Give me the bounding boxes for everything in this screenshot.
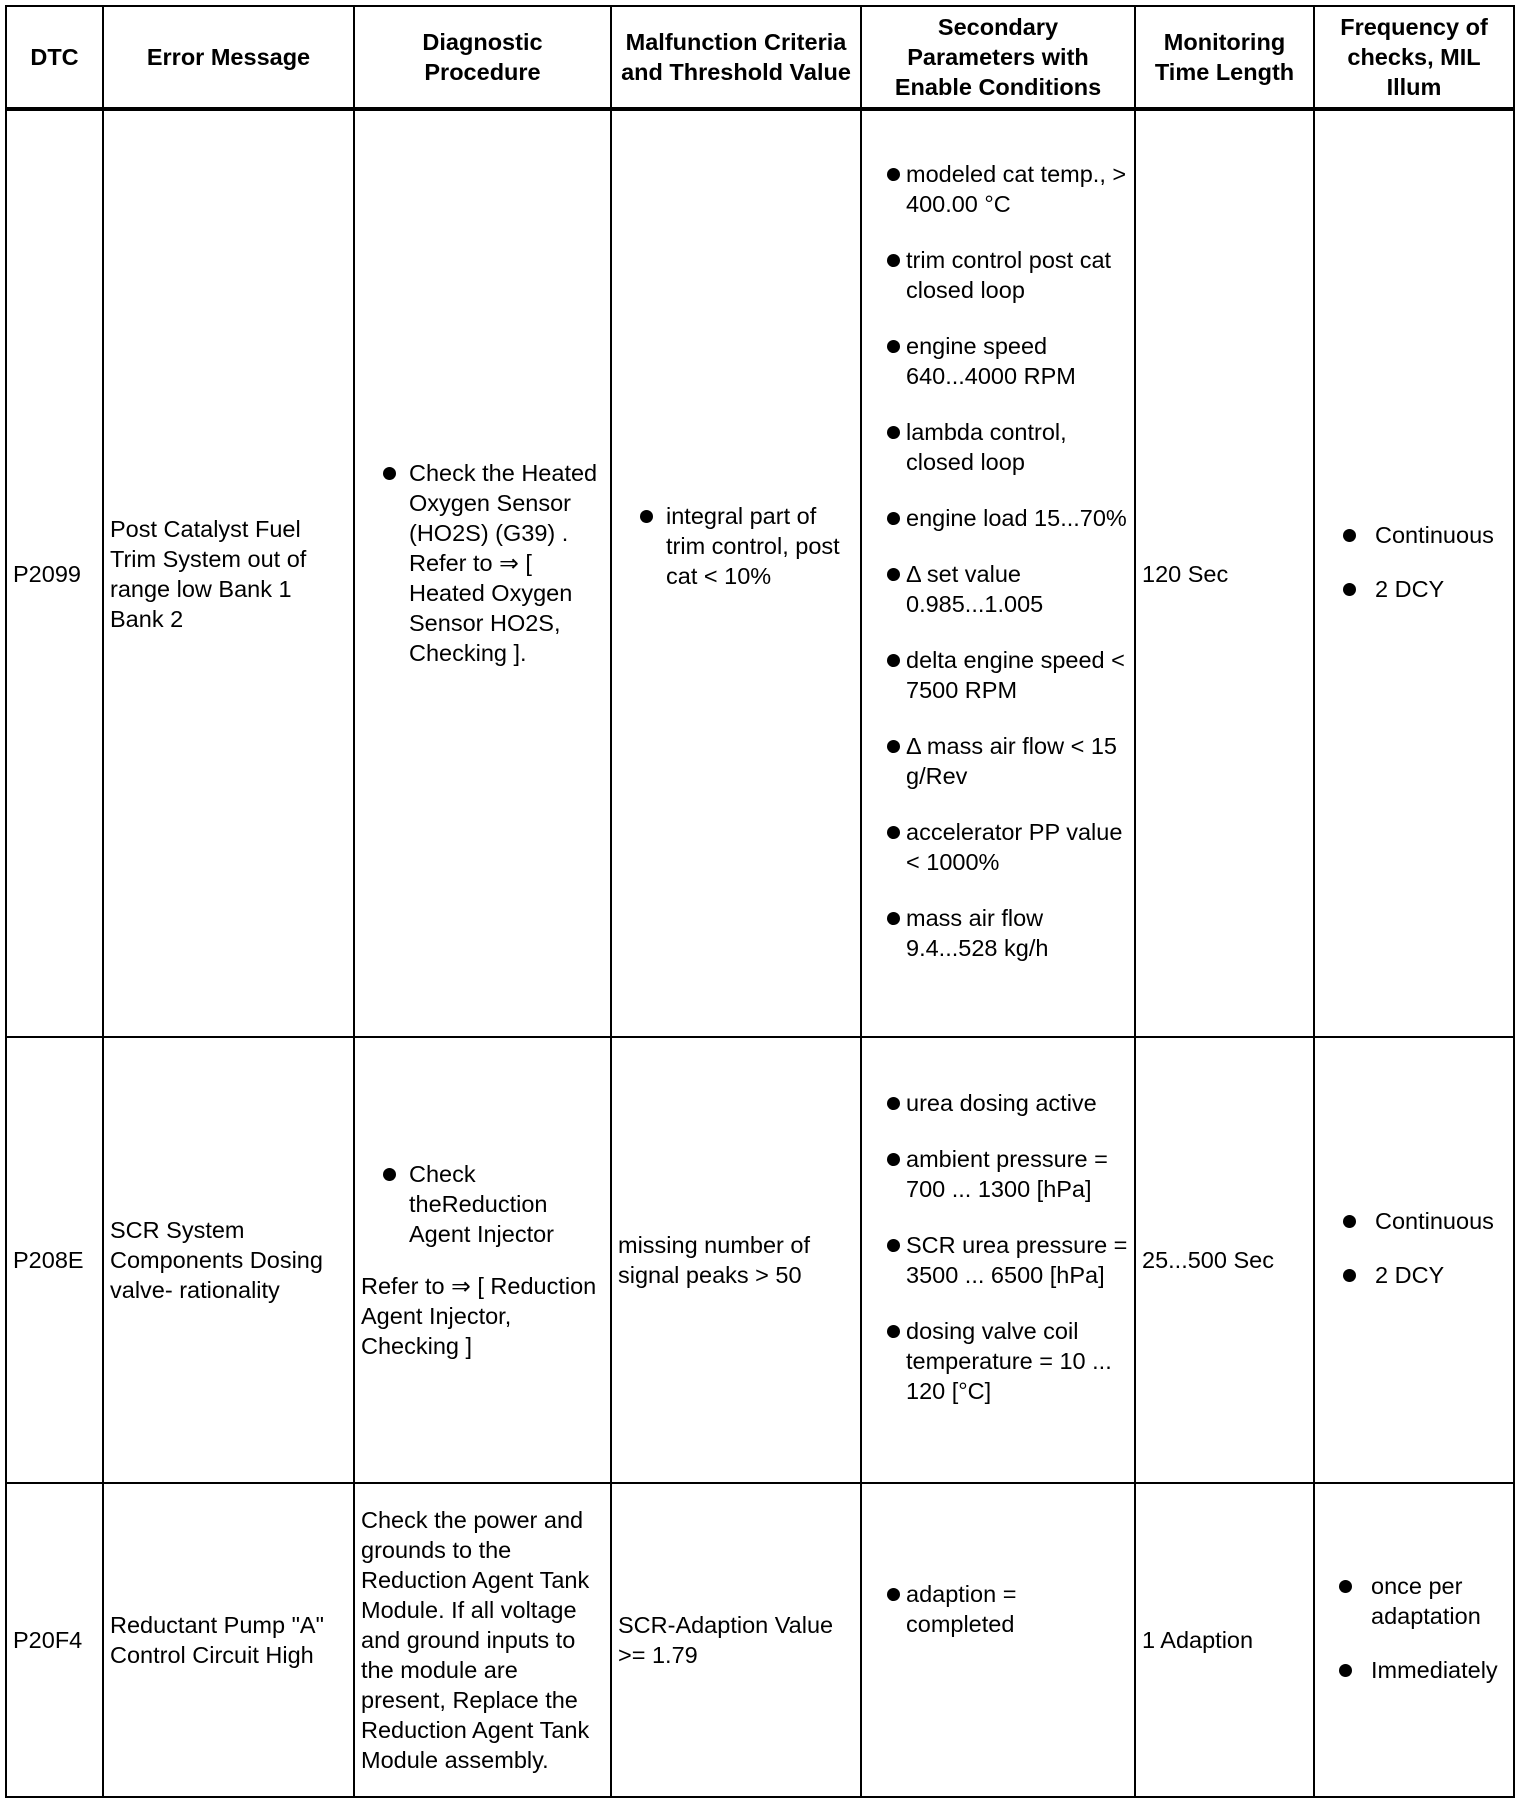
- bullet-icon: [1339, 1580, 1352, 1593]
- bullet-icon: [383, 467, 396, 480]
- bullet-icon: [887, 654, 900, 667]
- header-monitoring-time: Monitoring Time Length: [1135, 6, 1314, 109]
- bullet-icon: [887, 340, 900, 353]
- list-item: [868, 731, 1128, 791]
- list-item: [868, 817, 1128, 877]
- secondary-parameter-list: [868, 159, 1128, 963]
- list-item: [868, 1230, 1128, 1290]
- bullet-icon: [887, 512, 900, 525]
- parameter: Δ mass air flow < 15 g/Rev: [906, 732, 1117, 789]
- secondary-parameters: [861, 1037, 1135, 1483]
- header-secondary-parameters: Secondary Parameters with Enable Conditions: [861, 6, 1135, 109]
- header-row: [6, 6, 1514, 109]
- list-item: [1321, 1206, 1507, 1236]
- bullet-icon: [383, 1168, 396, 1181]
- list-item: [868, 903, 1128, 963]
- bullet-icon: [887, 426, 900, 439]
- table-header: [6, 6, 1514, 109]
- diagnostic-reference: Refer to ⇒ [ Reduction Agent Injector, Checking ]: [361, 1273, 597, 1359]
- error-message: Reductant Pump "A" Control Circuit High: [103, 1483, 354, 1797]
- secondary-parameter-list: [868, 1579, 1128, 1639]
- frequency-item: Immediately: [1371, 1657, 1498, 1683]
- frequency-list: [1317, 1571, 1511, 1685]
- parameter: engine load 15...70%: [906, 504, 1127, 531]
- dtc-code: P208E: [6, 1037, 103, 1483]
- diagnostic-step: Check theReduction Agent Injector: [409, 1161, 555, 1247]
- list-item: [868, 1088, 1128, 1118]
- bullet-icon: [1343, 1269, 1356, 1282]
- parameter: lambda control, closed loop: [906, 418, 1067, 475]
- list-item: [1321, 1260, 1507, 1290]
- bullet-icon: [887, 826, 900, 839]
- list-item: [868, 417, 1128, 477]
- bullet-icon: [887, 254, 900, 267]
- frequency-item: Continuous: [1375, 521, 1494, 548]
- frequency-of-checks: [1314, 109, 1514, 1037]
- bullet-icon: [887, 168, 900, 181]
- diagnostic-procedure-list: [361, 1159, 604, 1249]
- monitoring-time: 120 Sec: [1135, 109, 1314, 1037]
- list-item: [1317, 1655, 1511, 1685]
- parameter: SCR urea pressure = 3500 ... 6500 [hPa]: [906, 1232, 1128, 1288]
- list-item: [361, 458, 604, 668]
- table-body: [6, 109, 1514, 1797]
- malfunction-criteria: [611, 109, 861, 1037]
- list-item: [868, 645, 1128, 705]
- list-item: [868, 1579, 1128, 1639]
- malfunction-list: [618, 501, 854, 591]
- header-malfunction-criteria: Malfunction Criteria and Threshold Value: [611, 6, 861, 109]
- monitoring-time: 25...500 Sec: [1135, 1037, 1314, 1483]
- error-message: SCR System Components Dosing valve- rationality: [103, 1037, 354, 1483]
- bullet-icon: [887, 1239, 900, 1252]
- dtc-table: [5, 5, 1515, 1798]
- bullet-icon: [1343, 583, 1356, 596]
- table-row: [6, 109, 1514, 1037]
- parameter: modeled cat temp., > 400.00 °C: [906, 160, 1127, 217]
- bullet-icon: [887, 1097, 900, 1110]
- parameter: adaption = completed: [906, 1581, 1017, 1637]
- parameter: dosing valve coil temperature = 10 ... 120 [°C]: [906, 1318, 1112, 1404]
- list-item: [868, 331, 1128, 391]
- bullet-icon: [887, 1588, 900, 1601]
- frequency-list: [1321, 520, 1507, 604]
- bullet-icon: [887, 1153, 900, 1166]
- diagnostic-step: Check the Heated Oxygen Sensor (HO2S) (G39) . Refer to ⇒ [ Heated Oxygen Sensor HO2S, Checking ].: [409, 459, 598, 666]
- malfunction-item: integral part of trim control, post cat < 10%: [666, 502, 840, 589]
- header-error-message: Error Message: [103, 6, 354, 109]
- header-frequency: Frequency of checks, MIL Illum: [1314, 6, 1514, 109]
- parameter: ambient pressure = 700 ... 1300 [hPa]: [906, 1146, 1108, 1202]
- diagnostic-procedure-list: [361, 458, 604, 668]
- header-diagnostic-procedure: Diagnostic Procedure: [354, 6, 611, 109]
- list-item: [618, 501, 854, 591]
- bullet-icon: [1343, 529, 1356, 542]
- list-item: [868, 245, 1128, 305]
- table-row: [6, 1483, 1514, 1797]
- table-row: [6, 1037, 1514, 1483]
- list-item: [1321, 574, 1507, 604]
- bullet-icon: [1339, 1664, 1352, 1677]
- frequency-of-checks: [1314, 1483, 1514, 1797]
- parameter: mass air flow 9.4...528 kg/h: [906, 904, 1049, 961]
- frequency-of-checks: [1314, 1037, 1514, 1483]
- list-item: [868, 1316, 1128, 1406]
- bullet-icon: [887, 740, 900, 753]
- list-item: [868, 503, 1128, 533]
- bullet-icon: [887, 1325, 900, 1338]
- list-item: [868, 1144, 1128, 1204]
- list-item: [868, 559, 1128, 619]
- secondary-parameter-list: [868, 1088, 1128, 1406]
- diagnostic-procedure: [354, 1037, 611, 1483]
- monitoring-time: 1 Adaption: [1135, 1483, 1314, 1797]
- bullet-icon: [887, 568, 900, 581]
- frequency-item: Continuous: [1375, 1208, 1494, 1234]
- list-item: [1321, 520, 1507, 550]
- frequency-item: 2 DCY: [1375, 1262, 1445, 1288]
- frequency-list: [1321, 1206, 1507, 1290]
- secondary-parameters: [861, 1483, 1135, 1797]
- parameter: Δ set value 0.985...1.005: [906, 560, 1044, 617]
- parameter: accelerator PP value < 1000%: [906, 818, 1123, 875]
- parameter: engine speed 640...4000 RPM: [906, 332, 1076, 389]
- bullet-icon: [887, 912, 900, 925]
- header-dtc: DTC: [6, 6, 103, 109]
- malfunction-criteria: SCR-Adaption Value >= 1.79: [611, 1483, 861, 1797]
- list-item: [1317, 1571, 1511, 1631]
- frequency-item: 2 DCY: [1375, 575, 1445, 602]
- secondary-parameters: [861, 109, 1135, 1037]
- dtc-code: P20F4: [6, 1483, 103, 1797]
- list-item: [868, 159, 1128, 219]
- bullet-icon: [1343, 1215, 1356, 1228]
- diagnostic-procedure: [354, 109, 611, 1037]
- parameter: delta engine speed < 7500 RPM: [906, 646, 1125, 703]
- list-item: [361, 1159, 604, 1249]
- parameter: trim control post cat closed loop: [906, 246, 1112, 303]
- diagnostic-procedure: Check the power and grounds to the Reduction Agent Tank Module. If all voltage and ground inputs to the module are present, Replace the Reduction Agent Tank Module assembly.: [354, 1483, 611, 1797]
- malfunction-criteria: missing number of signal peaks > 50: [611, 1037, 861, 1483]
- parameter: urea dosing active: [906, 1090, 1097, 1116]
- error-message: Post Catalyst Fuel Trim System out of range low Bank 1 Bank 2: [103, 109, 354, 1037]
- frequency-item: once per adaptation: [1371, 1573, 1481, 1629]
- bullet-icon: [640, 510, 653, 523]
- dtc-code: P2099: [6, 109, 103, 1037]
